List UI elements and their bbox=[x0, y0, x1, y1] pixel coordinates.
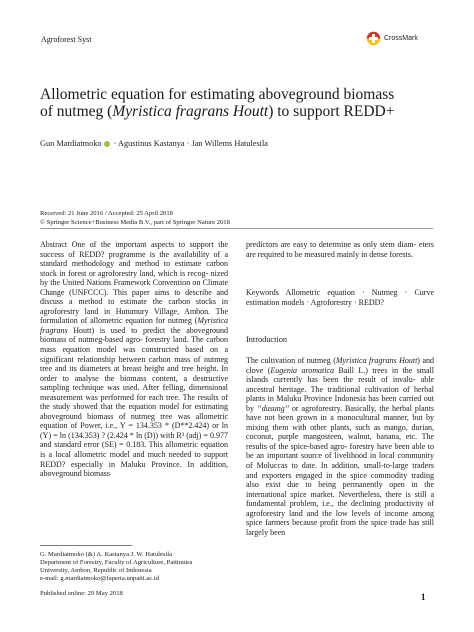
received-accepted: Received: 21 June 2016 / Accepted: 25 April 2018 bbox=[40, 210, 173, 217]
divider bbox=[40, 228, 433, 229]
footnote-divider bbox=[40, 545, 132, 546]
title-species: Myristica fragrans Houtt bbox=[112, 103, 269, 120]
abstract-continuation: predictors are easy to determine as only stem diam- eters are required to be measured mainly in dense forests. bbox=[246, 240, 434, 259]
abstract-text-2: Houtt) is used to predict the aboveground biomass of nutmeg-based agro- forestry land. The carbon mass equation model was constructed based on a significant relationship between carbon mass of nutmeg tree and its diameters at breast height and tree height. In order to analyse the biomass content, a destructive sampling technique was used. After felling, dimensional measurement was performed for each tree. The results of the study showed that the equation model for estimating aboveground biomass of nutmeg tree was allometric equation of Power, i.e., Y = 134.353 * (D**2.424) or ln (Y) = ln (134.353) ? (2.424 * ln (D)) with R² (adj) = 0.977 and standard error (SE) = 0.183. This allometric equation is a local allometric model and much needed to support REDD? especially in Maluku Province. In addition, aboveground biomass bbox=[40, 325, 228, 479]
section-heading: Introduction bbox=[246, 335, 288, 344]
abstract bbox=[40, 240, 228, 479]
abstract-text-1: Abstract One of the important aspects to support the success of REDD? programme is the availability of a standard methodology and method to estimate carbon stock in forest or agroforestry land, which is recog- nized by the United Nations Framework Convention on Climate Change (UNFCCC). This paper aims to describe and discuss a method to estimate the carbon stocks in agroforestry land in Hutumury Village, Ambon. The formulation of allometric equation for nutmeg ( bbox=[40, 240, 228, 326]
crossmark-label: CrossMark bbox=[384, 35, 418, 42]
title-line-2a: of nutmeg ( bbox=[40, 103, 113, 120]
crossmark-icon bbox=[366, 31, 381, 46]
species-clove: Eugenia aromatica bbox=[270, 365, 335, 375]
term-dusung: dusung bbox=[261, 403, 285, 413]
author-list bbox=[40, 139, 268, 148]
footnote-university: University, Ambon, Republic of Indonesia bbox=[40, 567, 152, 575]
footnote-authors: G. Mardiatmoko (&) A. Kastanya J. W. Hatulesila bbox=[40, 551, 173, 558]
page-number: 1 bbox=[421, 592, 426, 602]
introduction-text: The cultivation of nutmeg (Myristica fragrans Houtt) and clove (Eugenia aromatica Baill L.) trees in the small islands currently has been the result of invalu- able ancestral heritage. The traditional cultivation of herbal plants in Maluku Province Indonesia has been carried out by ‘‘dusung’’ or agroforestry. Basically, the herbal plants have not been grown in a monocultural manner, but by mixing them with other plants, such as mango, durian, coconut, purple mangosteen, walnut, banana, etc. The results of the spice-based agro- forestry have been able to be an important source of livelihood in local community of Moluccas to date. In addition, small-to-large traders and exporters engaged in the spice commodity trading also exist due to being permanently open in the international spice market. Nevertheless, there is still a fundamental problem, i.e., the declining productivity of agroforestry land and the low levels of income among spice farmers because profit from the spice trade has still largely been bbox=[246, 356, 435, 537]
footnote-department: Department of Forestry, Faculty of Agriculture, Pattimura bbox=[40, 559, 193, 567]
author-affiliation bbox=[40, 551, 192, 583]
species-nutmeg: Myristica fragrans Houtt bbox=[335, 356, 418, 365]
keywords: Keywords Allometric equation · Nutmeg · Curve estimation models · Agroforestry · REDD? bbox=[246, 288, 434, 307]
copyright-line: © Springer Science+Business Media B.V., part of Springer Nature 2018 bbox=[40, 219, 230, 226]
journal-name: Agroforest Syst bbox=[41, 35, 92, 44]
abstract-species: Myristica fragrans bbox=[40, 316, 228, 335]
published-online: Published online: 29 May 2018 bbox=[40, 590, 123, 597]
author-1[interactable]: Gun Mardiatmoko bbox=[40, 139, 102, 148]
footnote-email[interactable]: e-mail: g.mardiatmoko@faperta.unpatti.ac.id bbox=[40, 575, 160, 583]
article-dates bbox=[40, 209, 230, 227]
article-title bbox=[40, 86, 440, 120]
title-line-1: Allometric equation for estimating aboveground biomass bbox=[40, 86, 395, 103]
crossmark-badge[interactable] bbox=[366, 31, 438, 46]
author-others[interactable]: · Agustinus Kastanya · Jan Willems Hatulesila bbox=[111, 139, 268, 148]
title-line-2b: ) to support REDD+ bbox=[268, 103, 395, 120]
orcid-icon[interactable] bbox=[104, 141, 110, 147]
